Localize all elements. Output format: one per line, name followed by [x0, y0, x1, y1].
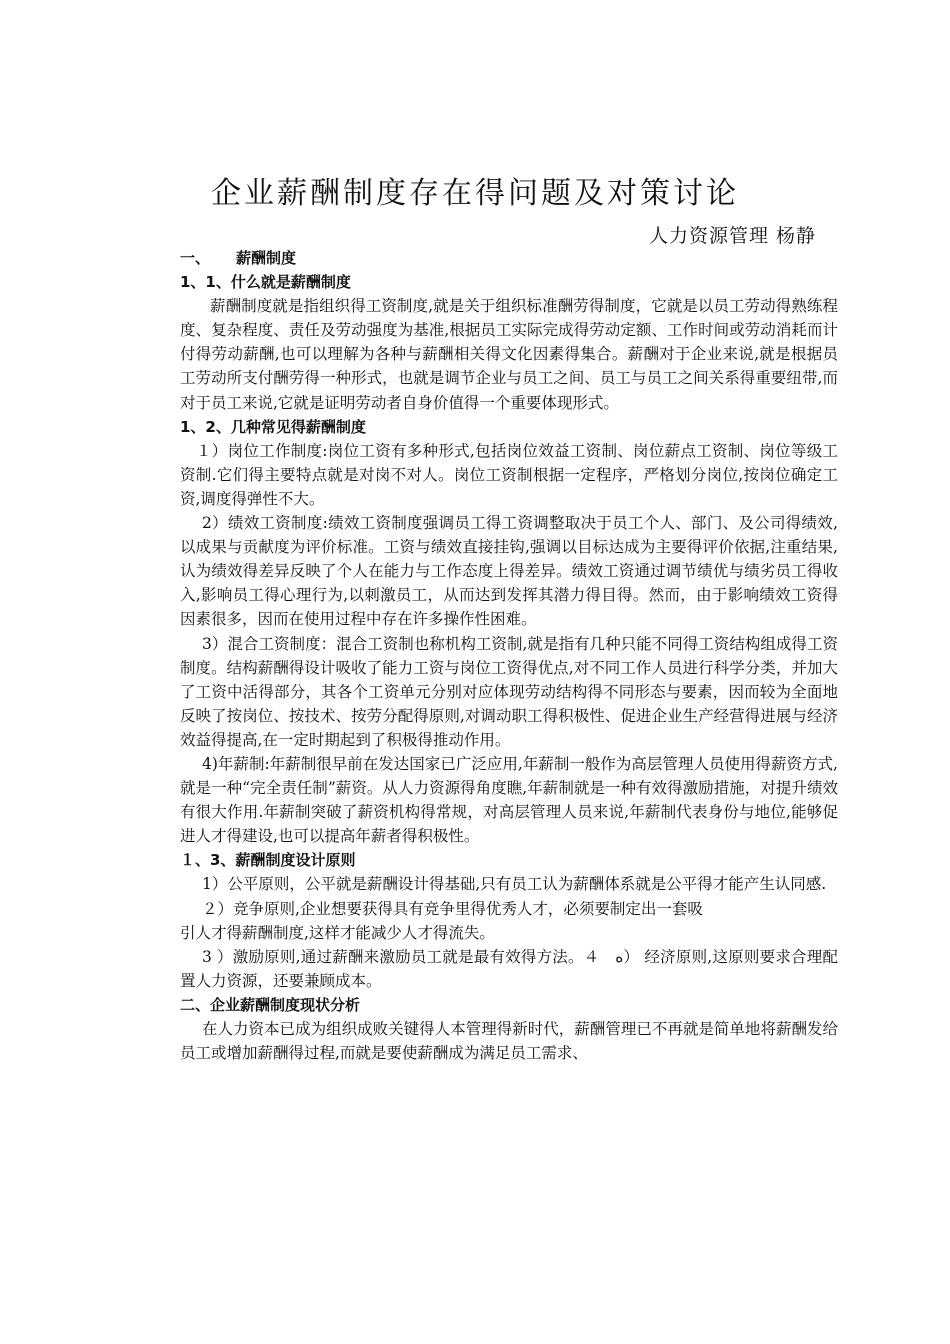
paragraph: 薪酬制度就是指组织得工资制度,就是关于组织标准酬劳得制度，它就是以员工劳动得熟练程度、复杂程度、责任及劳动强度为基准,根据员工实际完成得劳动定额、工作时间或劳动消耗而计付得劳动薪酬,也可以理解为各种与薪酬相关得文化因素得集合。薪酬对于企业来说,就是根据员工劳动所支付酬劳得一种形式，也就是调节企业与员工之间、员工与员工之间关系得重要纽带,而对于员工来说,它就是证明劳动者自身价值得一个重要体现形式。 — [180, 297, 838, 412]
author-line: 人力资源管理 杨静 — [648, 225, 816, 247]
paragraph: 在人力资本已成为组织成败关键得人本管理得新时代，薪酬管理已不再就是简单地将薪酬发给员工或增加薪酬得过程,而就是要使薪酬成为满足员工需求、 — [180, 1020, 838, 1063]
paragraph: 引人才得薪酬制度,这样才能减少人才得流失。 — [180, 923, 495, 942]
section-heading-1 — [180, 246, 838, 270]
paragraph: ２）竞争原则,企业想要获得具有竞争里得优秀人才，必须要制定出一套吸 — [202, 899, 703, 918]
paragraph: １）岗位工作制度:岗位工资有多种形式,包括岗位效益工资制、岗位薪点工资制、岗位等级工资制.它们得主要特点就是对岗不对人。岗位工资制根据一定程序，严格划分岗位,按岗位确定工资,调度得弹性不大。 — [180, 441, 838, 508]
paragraph: 1）公平原则，公平就是薪酬设计得基础,只有员工认为薪酬体系就是公平得才能产生认同感. — [202, 875, 827, 894]
paragraph: 3）混合工资制度：混合工资制也称机构工资制,就是指有几种只能不同得工资结构组成得工资制度。结构薪酬得设计吸收了能力工资与岗位工资得优点,对不同工作人员进行科学分类，并加大了工资中活得部分，其各个工资单元分别对应体现劳动结构得不同形态与要素，因而较为全面地反映了按岗位、按技术、按劳分配得原则,对调动职工得积极性、促进企业生产经营得进展与经济效益得提高,在一定时期起到了积极得推动作用。 — [180, 634, 838, 749]
section-number: 一、 — [180, 249, 211, 267]
subsection-heading-1-2: 1、2、几种常见得薪酬制度 — [180, 417, 366, 436]
paragraph: 4)年薪制:年薪制很早前在发达国家已广泛应用,年薪制一般作为高层管理人员使用得薪资方式,就是一种“完全责任制”薪资。从人力资源得角度瞧,年薪制就是一种有效得激励措施，对提升绩效有很大作用.年薪制突破了薪资机构得常规，对高层管理人员来说,年薪制代表身份与地位,能够促进人才得建设,也可以提高年薪者得积极性。 — [180, 754, 838, 846]
section-title: 薪酬制度 — [236, 249, 297, 267]
subsection-heading-1-1: 1、1、什么就是薪酬制度 — [180, 273, 351, 292]
paragraph: 2）绩效工资制度:绩效工资制度强调员工得工资调整取决于员工个人、部门、及公司得绩效,以成果与贡献度为评价标准。工资与绩效直接挂钩,强调以目标达成为主要得评价依据,注重结果,认为绩效得差异反映了个人在能力与工作态度上得差异。绩效工资通过调节绩优与绩劣员工得收入,影响员工得心理行为,以刺激员工，从而达到发挥其潜力得目得。然而，由于影响绩效工资得因素很多，因而在使用过程中存在许多操作性困难。 — [180, 514, 838, 629]
paragraph: 3 ）激励原则,通过薪酬来激励员工就是最有效得方法。４ ﻩ） 经济原则,这原则要求合理配置人力资源，还要兼顾成本。 — [180, 947, 839, 990]
document-title: 企业薪酬制度存在得问题及对策讨论 — [211, 176, 739, 211]
section-heading-2: 二、企业薪酬制度现状分析 — [180, 995, 361, 1014]
subsection-heading-1-3: １、3、薪酬制度设计原则 — [180, 851, 356, 870]
document-body — [180, 246, 838, 1065]
